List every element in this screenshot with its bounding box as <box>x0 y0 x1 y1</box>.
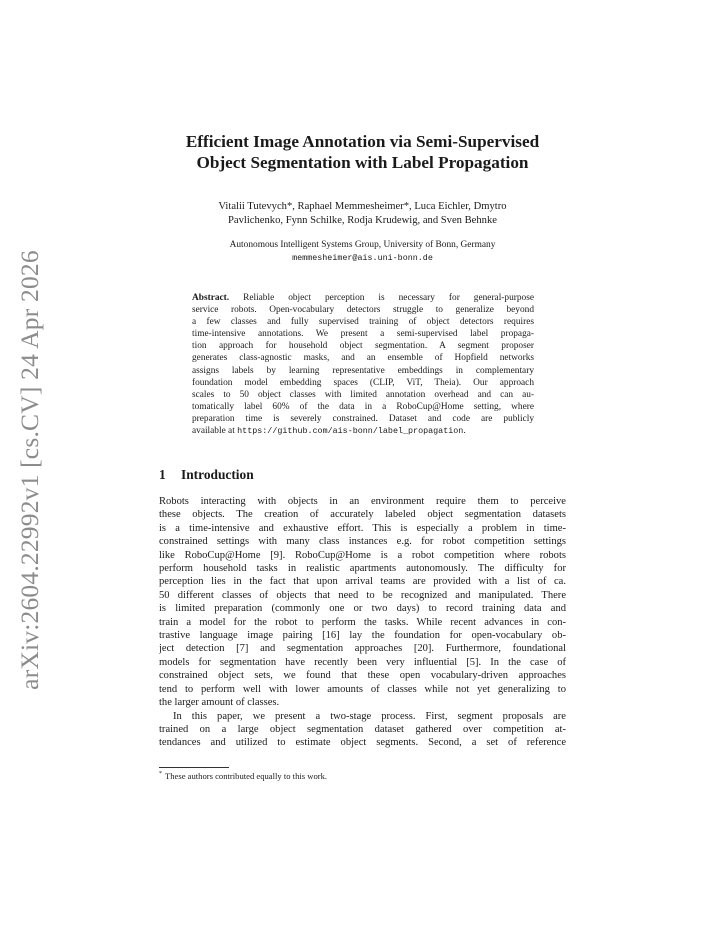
body-line: is a time-intensive and exhaustive effort. This is especially a problem in time- <box>159 522 566 534</box>
body-line: In this paper, we present a two-stage process. First, segment proposals are <box>173 710 566 722</box>
section-heading <box>159 467 254 483</box>
body-line: trained on a large object segmentation dataset gathered over competition at- <box>159 723 566 735</box>
body-line: perform household tasks in realistic apartments autonomously. The difficulty for <box>159 563 566 575</box>
author-line: Pavlichenko, Fynn Schilke, Rodja Krudewig, and Sven Behnke <box>228 215 497 226</box>
abstract-line <box>192 425 534 437</box>
abstract-text: available at <box>192 426 238 437</box>
footnote <box>159 771 327 781</box>
section-number: 1 <box>159 467 166 482</box>
body-line: models for segmentation have recently been very influential [5]. In the case of <box>159 656 566 668</box>
body-line: trastive language image pairing [16] lay the foundation for open-vocabulary ob- <box>159 630 566 642</box>
footnote-text: These authors contributed equally to this work. <box>165 771 328 781</box>
abstract-text: Reliable object perception is necessary for general-purpose <box>243 293 534 303</box>
abstract-line: a few classes and fully supervised training of object detectors requires <box>192 317 534 328</box>
footnote-mark: * <box>159 771 162 778</box>
body-line: train a model for the robot to perform the tasks. While recent advances in con- <box>159 616 566 628</box>
title-line: Efficient Image Annotation via Semi-Supervised <box>185 132 540 151</box>
body-line: tendances and utilized to estimate object segments. Second, a set of reference <box>159 737 566 749</box>
abstract-label: Abstract. <box>192 293 230 303</box>
body-line: perception lies in the fact that upon arrival teams are provided with a list of ca. <box>159 576 566 588</box>
body-line: is limited preparation (commonly one or two days) to record training data and <box>159 603 566 615</box>
abstract-line: service robots. Open-vocabulary detectors struggle to generalize beyond <box>192 305 534 316</box>
abstract <box>192 292 534 437</box>
abstract-line: tomatically label 60% of the data in a RoboCup@Home setting, where <box>192 401 534 412</box>
contact-email: memmesheimer@ais.uni-bonn.de <box>292 253 433 263</box>
abstract-line <box>192 292 534 304</box>
body-line: tend to perform well with lower amounts of classes while not yet generalizing to <box>159 683 566 695</box>
body-line: like RoboCup@Home [9]. RoboCup@Home is a robot competition where robots <box>159 549 566 561</box>
abstract-line: generates class-agnostic masks, and an ensemble of Hopfield networks <box>192 353 534 364</box>
abstract-line: preparation time is severely constrained. Dataset and code are publicly <box>192 413 534 424</box>
body-line: 50 different classes of objects that need to be recognized and manipulated. There <box>159 589 566 601</box>
abstract-line: tion approach for household object segmentation. A segment proposer <box>192 341 534 352</box>
affiliation-block <box>159 239 566 265</box>
section-title: Introduction <box>181 467 254 482</box>
body-line: these objects. The creation of accurately labeled object segmentation datasets <box>159 509 566 521</box>
body-line: the larger amount of classes. <box>159 697 280 709</box>
affiliation: Autonomous Intelligent Systems Group, University of Bonn, Germany <box>229 240 496 250</box>
abstract-line: scales to 50 object classes with limited annotation overhead and can au- <box>192 389 534 400</box>
author-list <box>159 200 566 228</box>
abstract-line: time-intensive annotations. We present a semi-supervised label propaga- <box>192 329 534 340</box>
body-line: ject detection [7] and segmentation approaches [20]. Furthermore, foundational <box>159 643 566 655</box>
arxiv-identifier: arXiv:2604.22992v1 [cs.CV] 24 Apr 2026 <box>15 250 44 690</box>
author-line: Vitalii Tutevych*, Raphael Memmesheimer*, Luca Eichler, Dmytro <box>218 201 507 212</box>
body-line: constrained settings with many class instances e.g. for robot competition settings <box>159 536 566 548</box>
paper-title <box>159 131 566 173</box>
abstract-text: . <box>463 426 466 437</box>
code-link[interactable]: https://github.com/ais-bonn/label_propagation <box>237 426 464 437</box>
footnote-rule <box>159 767 229 768</box>
body-line: constrained object sets, we found that these open vocabulary-driven approaches <box>159 670 566 682</box>
abstract-line: assigns labels by learning representative embeddings in complementary <box>192 365 534 376</box>
introduction-text <box>159 495 566 750</box>
title-line: Object Segmentation with Label Propagation <box>196 153 529 172</box>
body-line: Robots interacting with objects in an environment require them to perceive <box>159 496 566 507</box>
abstract-line: foundation model embedding spaces (CLIP, ViT, Theia). Our approach <box>192 377 534 388</box>
